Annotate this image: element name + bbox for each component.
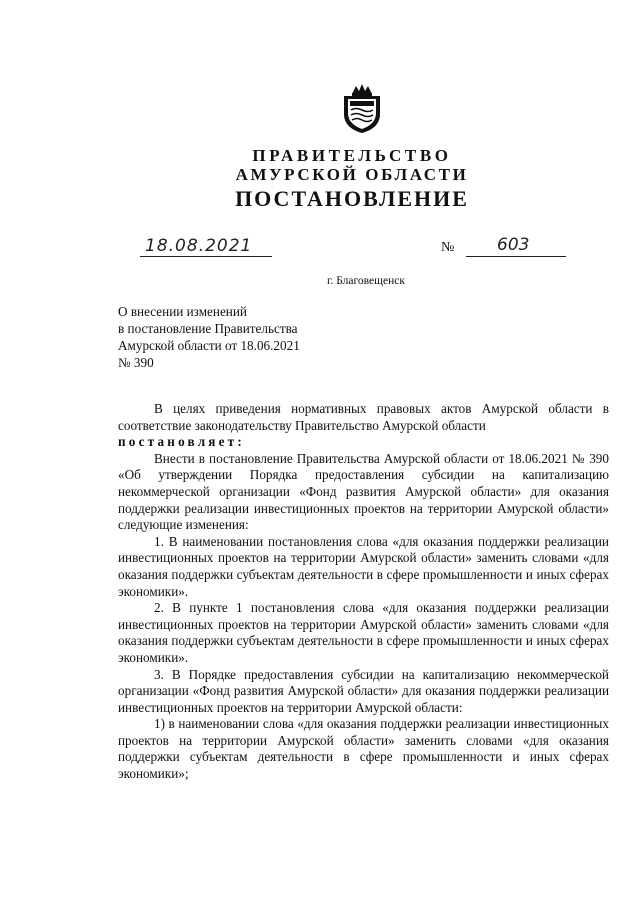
subject-line: в постановление Правительства: [118, 321, 298, 336]
document-subject: [118, 303, 300, 371]
item-3-paragraph: 3. В Порядке предоставления субсидии на капитализацию некоммерческой организации «Фонд развития Амурской области» для оказания поддержки реализации инвестиционных проектов на территории Амурской области:: [118, 666, 609, 715]
item-2-paragraph: 2. В пункте 1 постановления слова «для оказания поддержки реализации инвестиционных проектов на территории Амурской области» заменить словами «для оказания поддержки субъектам деятельности в сфере промышленности и иных сферах экономики».: [118, 600, 609, 665]
document-type-title: ПОСТАНОВЛЕНИЕ: [235, 186, 469, 211]
decree-word: постановляет:: [118, 434, 245, 450]
date-underline: [140, 256, 272, 257]
document-body: [118, 401, 609, 783]
government-title: ПРАВИТЕЛЬСТВО: [252, 146, 452, 165]
number-underline: [466, 256, 566, 257]
subject-line: О внесении изменений: [118, 304, 247, 319]
document-date: 18.08.2021: [145, 236, 253, 256]
preamble-paragraph: В целях приведения нормативных правовых актов Амурской области в соответствие законодательству Правительство Амурской области: [118, 401, 609, 433]
subject-line: № 390: [118, 355, 154, 370]
subject-line: Амурской области от 18.06.2021: [118, 338, 300, 353]
document-number: 603: [497, 235, 530, 255]
city-label: г. Благовещенск: [327, 275, 405, 287]
amur-region-coat-of-arms-icon: [338, 82, 386, 134]
intro-paragraph: Внести в постановление Правительства Амурской области от 18.06.2021 № 390 «Об утверждении Порядка предоставления субсидии на капитализацию некоммерческой организации «Фонд развития Амурской области» для оказания поддержки реализации инвестиционных проектов на территории Амурской области» следующие изменения:: [118, 450, 609, 533]
item-1-paragraph: 1. В наименовании постановления слова «для оказания поддержки реализации инвестиционных проектов на территории Амурской области» заменить словами «для оказания поддержки субъектам деятельности в сфере промышленности и иных сферах экономики».: [118, 533, 609, 599]
region-title: АМУРСКОЙ ОБЛАСТИ: [235, 165, 469, 184]
subitem-1-paragraph: 1) в наименовании слова «для оказания поддержки реализации инвестиционных проектов на территории Амурской области» заменить словами «для оказания поддержки субъектам деятельности в сфере промышленности и иных сферах экономики»;: [118, 716, 609, 782]
number-sign: №: [441, 240, 455, 255]
